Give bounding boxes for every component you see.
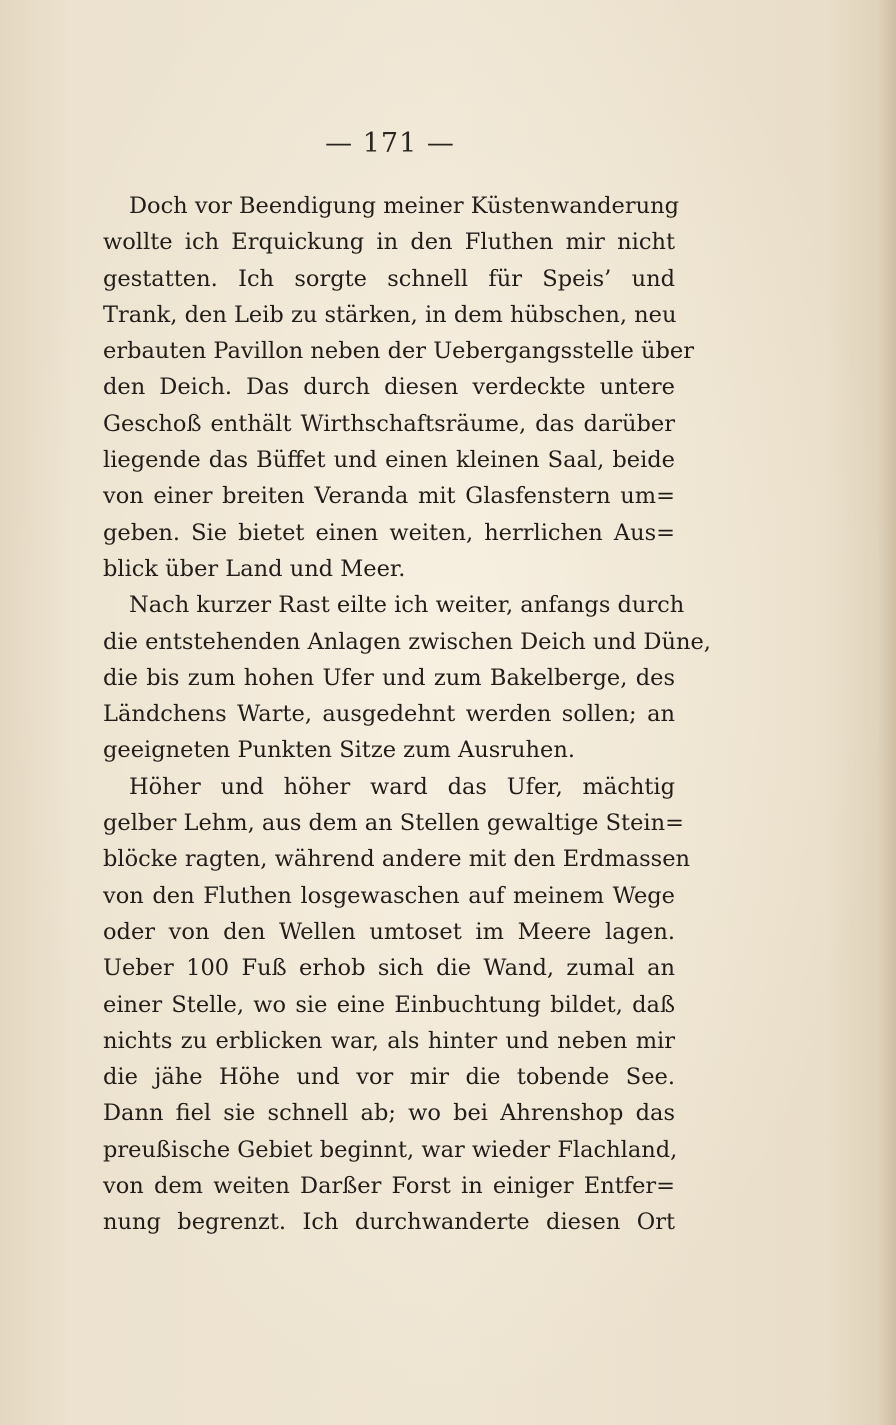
text-line: gestatten. Ich sorgte schnell für Speis’ und [103,265,675,292]
text-line: die entstehenden Anlagen zwischen Deich und Düne, [103,628,711,655]
text-line: Ländchens Warte, ausgedehnt werden sollen; an [103,701,675,728]
text-line: blöcke ragten, während andere mit den Erdmassen [103,846,691,873]
text-line: Ueber 100 Fuß erhob sich die Wand, zumal an [103,955,675,982]
text-line: einer Stelle, wo sie eine Einbuchtung bildet, daß [103,991,675,1018]
text-line: Nach kurzer Rast eilte ich weiter, anfangs durch [129,592,685,619]
page-number: — 171 — [325,128,455,159]
text-line: die bis zum hohen Ufer und zum Bakelberge, des [103,664,675,691]
text-line: Trank, den Leib zu stärken, in dem hübschen, neu [103,301,677,328]
text-line: preußische Gebiet beginnt, war wieder Flachland, [103,1136,678,1163]
text-line: erbauten Pavillon neben der Uebergangsstelle über [103,338,694,365]
text-line: wollte ich Erquickung in den Fluthen mir nicht [103,229,675,256]
text-line: nung begrenzt. Ich durchwanderte diesen Ort [103,1209,675,1236]
text-line: liegende das Büffet und einen kleinen Saal, beide [103,447,675,474]
text-line: Geschoß enthält Wirthschaftsräume, das darüber [103,410,675,437]
text-line: nichts zu erblicken war, als hinter und neben mir [103,1027,675,1054]
text-line: geeigneten Punkten Sitze zum Ausruhen. [103,737,575,764]
text-line: gelber Lehm, aus dem an Stellen gewaltige Stein= [103,810,684,837]
text-line: Dann fiel sie schnell ab; wo bei Ahrenshop das [103,1100,675,1127]
text-line: Doch vor Beendigung meiner Küstenwanderung [129,193,679,219]
body-text [103,188,711,1241]
text-line: von dem weiten Darßer Forst in einiger Entfer= [103,1173,675,1200]
page-edge-shadow [878,0,896,1425]
text-line: von einer breiten Veranda mit Glasfenstern um= [103,483,675,510]
text-line: blick über Land und Meer. [103,555,406,582]
text-line: von den Fluthen losgewaschen auf meinem Wege [103,882,675,909]
text-line: Höher und höher ward das Ufer, mächtig [129,773,675,800]
text-line: den Deich. Das durch diesen verdeckte untere [103,374,675,401]
text-line: geben. Sie bietet einen weiten, herrlichen Aus= [103,519,675,546]
text-line: die jähe Höhe und vor mir die tobende See. [103,1064,675,1091]
text-line: oder von den Wellen umtoset im Meere lagen. [103,918,675,945]
